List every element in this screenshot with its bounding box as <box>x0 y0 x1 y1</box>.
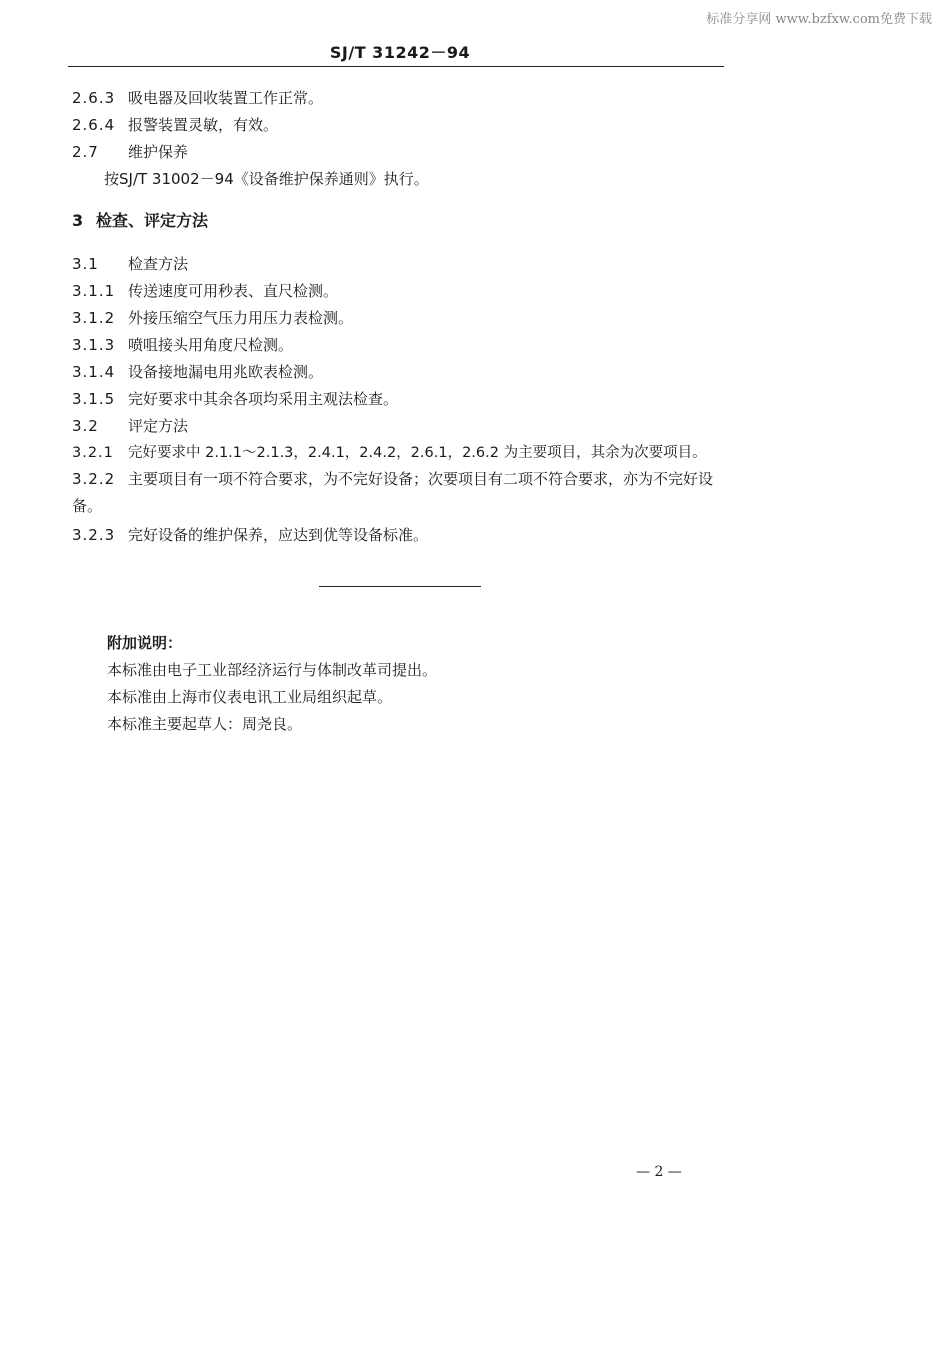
clause-3-2-2 <box>72 466 732 520</box>
note-line: 本标准由电子工业部经济运行与体制改革司提出。 <box>107 661 438 679</box>
clause-2-6-4 <box>72 115 278 135</box>
header-divider <box>68 66 724 67</box>
clause-text: 传送速度可用秒表、直尺检测。 <box>128 282 339 300</box>
clause-text: 完好要求中其余各项均采用主观法检查。 <box>128 390 399 408</box>
clause-number: 3.1.1 <box>72 282 116 300</box>
note-line: 本标准由上海市仪表电讯工业局组织起草。 <box>107 688 393 706</box>
clause-number: 3.1.5 <box>72 390 116 408</box>
document-code: SJ/T 31242－94 <box>329 43 471 62</box>
clause-number: 3.1 <box>72 255 99 273</box>
clause-3-1-2 <box>72 308 353 328</box>
clause-text: 检查方法 <box>128 255 189 273</box>
end-divider <box>319 586 481 587</box>
clause-text: 外接压缩空气压力用压力表检测。 <box>128 309 354 327</box>
clause-number: 2.6.3 <box>72 89 116 107</box>
section-3-heading <box>72 211 208 231</box>
clause-number: 3.2.3 <box>72 526 116 544</box>
clause-text: 吸电器及回收装置工作正常。 <box>128 89 324 107</box>
clause-number: 2.6.4 <box>72 116 116 134</box>
clause-3-1-5 <box>72 389 398 409</box>
clause-number: 2.7 <box>72 143 99 161</box>
clause-3-1 <box>72 254 188 274</box>
clause-text: 报警装置灵敏，有效。 <box>128 116 279 134</box>
section-title: 检查、评定方法 <box>96 211 209 230</box>
watermark-text: 标准分享网 www.bzfxw.com免费下载 <box>706 12 932 27</box>
clause-text: 完好要求中 2.1.1～2.1.3，2.4.1，2.4.2，2.6.1，2.6.2 为主要项目，其余为次要项目。 <box>128 445 707 461</box>
clause-3-2-1 <box>72 443 707 463</box>
section-number: 3 <box>72 211 85 230</box>
clause-number: 3.2 <box>72 417 99 435</box>
clause-text: 设备接地漏电用兆欧表检测。 <box>128 363 324 381</box>
clause-3-2-3 <box>72 525 428 545</box>
note-title: 附加说明： <box>107 634 183 652</box>
clause-3-1-3 <box>72 335 293 355</box>
clause-3-2 <box>72 416 188 436</box>
clause-number: 3.2.1 <box>72 445 114 461</box>
clause-2-6-3 <box>72 88 323 108</box>
clause-2-7-body <box>104 169 429 189</box>
note-line: 本标准主要起草人：周尧良。 <box>107 715 303 733</box>
clause-2-7 <box>72 142 188 162</box>
clause-text: 维护保养 <box>128 143 189 161</box>
page-number: — 2 — <box>636 1164 682 1180</box>
clause-text: 按SJ/T 31002－94《设备维护保养通则》执行。 <box>104 170 429 188</box>
clause-number: 3.2.2 <box>72 470 116 488</box>
clause-3-1-4 <box>72 362 323 382</box>
clause-3-1-1 <box>72 281 338 301</box>
clause-number: 3.1.3 <box>72 336 116 354</box>
clause-text: 主要项目有一项不符合要求，为不完好设备；次要项目有二项不符合要求，亦为不完好设备。 <box>72 470 714 515</box>
clause-text: 喷咀接头用角度尺检测。 <box>128 336 294 354</box>
clause-number: 3.1.2 <box>72 309 116 327</box>
clause-text: 评定方法 <box>128 417 189 435</box>
clause-number: 3.1.4 <box>72 363 116 381</box>
clause-text: 完好设备的维护保养，应达到优等设备标准。 <box>128 526 429 544</box>
